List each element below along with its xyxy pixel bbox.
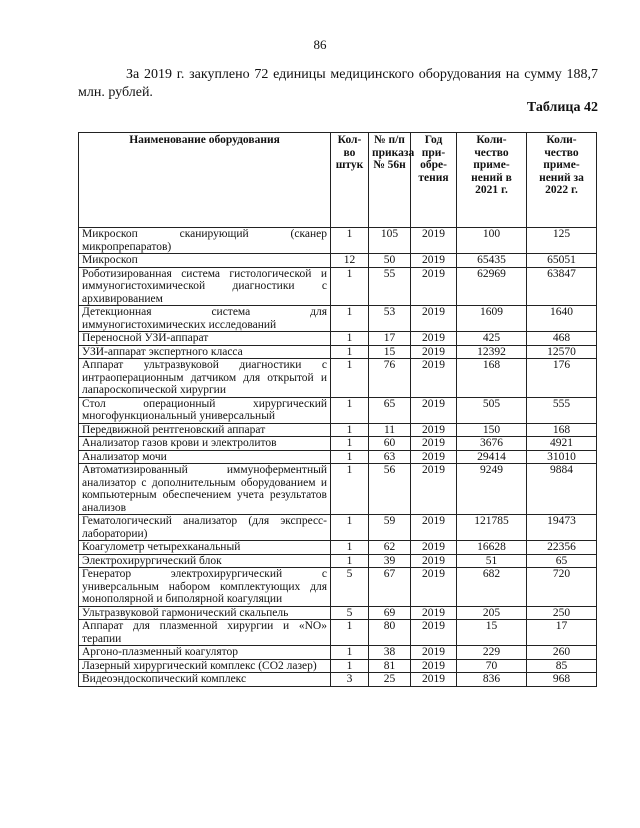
cell-name: Анализатор газов крови и электролитов	[79, 437, 331, 451]
table-row	[79, 646, 597, 660]
cell-uses-2021: 51	[457, 554, 527, 568]
cell-count: 1	[331, 332, 369, 346]
header-uses-2022: Коли-чество приме-нений за 2022 г.	[527, 133, 597, 228]
cell-order-number: 80	[369, 620, 411, 646]
header-uses-2021: Коли-чество приме-нений в 2021 г.	[457, 133, 527, 228]
cell-uses-2021: 121785	[457, 515, 527, 541]
cell-order-number: 62	[369, 541, 411, 555]
cell-uses-2021: 29414	[457, 450, 527, 464]
cell-name: Коагулометр четырехканальный	[79, 541, 331, 555]
cell-count: 1	[331, 554, 369, 568]
cell-uses-2021: 12392	[457, 345, 527, 359]
cell-count: 1	[331, 267, 369, 306]
table-header-row	[79, 133, 597, 228]
cell-uses-2022: 63847	[527, 267, 597, 306]
cell-name: Анализатор мочи	[79, 450, 331, 464]
table-title: Таблица 42	[526, 100, 598, 115]
cell-uses-2022: 85	[527, 659, 597, 673]
cell-year: 2019	[411, 228, 457, 254]
cell-year: 2019	[411, 254, 457, 268]
table-row	[79, 659, 597, 673]
page-number: 86	[313, 37, 327, 52]
cell-uses-2021: 65435	[457, 254, 527, 268]
cell-name: Роботизированная система гистологической и иммуногистохимической диагностики с архивированием	[79, 267, 331, 306]
cell-uses-2021: 205	[457, 606, 527, 620]
table-row	[79, 397, 597, 423]
cell-year: 2019	[411, 620, 457, 646]
cell-year: 2019	[411, 673, 457, 687]
cell-count: 1	[331, 306, 369, 332]
cell-order-number: 17	[369, 332, 411, 346]
cell-year: 2019	[411, 464, 457, 515]
header-order-number: № п/п приказа № 56н	[369, 133, 411, 228]
cell-year: 2019	[411, 568, 457, 607]
cell-uses-2021: 150	[457, 423, 527, 437]
table-row	[79, 541, 597, 555]
cell-order-number: 59	[369, 515, 411, 541]
intro-text: За 2019 г. закуплено 72 единицы медицинского оборудования на сумму 188,7 млн. рублей.	[78, 67, 598, 100]
cell-order-number: 56	[369, 464, 411, 515]
cell-uses-2021: 229	[457, 646, 527, 660]
cell-count: 1	[331, 541, 369, 555]
cell-order-number: 60	[369, 437, 411, 451]
cell-uses-2021: 1609	[457, 306, 527, 332]
table-row	[79, 568, 597, 607]
cell-name: УЗИ-аппарат экспертного класса	[79, 345, 331, 359]
cell-name: Передвижной рентгеновский аппарат	[79, 423, 331, 437]
cell-uses-2021: 425	[457, 332, 527, 346]
cell-uses-2022: 31010	[527, 450, 597, 464]
cell-uses-2021: 9249	[457, 464, 527, 515]
cell-name: Электрохирургический блок	[79, 554, 331, 568]
table-row	[79, 332, 597, 346]
cell-uses-2021: 70	[457, 659, 527, 673]
cell-order-number: 11	[369, 423, 411, 437]
table-row	[79, 228, 597, 254]
cell-name: Аргоно-плазменный коагулятор	[79, 646, 331, 660]
cell-year: 2019	[411, 646, 457, 660]
cell-year: 2019	[411, 423, 457, 437]
cell-order-number: 39	[369, 554, 411, 568]
header-year: Год при-обре-тения	[411, 133, 457, 228]
cell-name: Стол операционный хирургический многофункциональный универсальный	[79, 397, 331, 423]
cell-uses-2021: 682	[457, 568, 527, 607]
table-row	[79, 554, 597, 568]
table-row	[79, 254, 597, 268]
intro-paragraph	[78, 66, 598, 102]
cell-uses-2022: 555	[527, 397, 597, 423]
table-body	[79, 228, 597, 687]
cell-uses-2022: 468	[527, 332, 597, 346]
cell-name: Детекционная система для иммуногистохимических исследований	[79, 306, 331, 332]
cell-order-number: 38	[369, 646, 411, 660]
cell-uses-2022: 260	[527, 646, 597, 660]
cell-order-number: 53	[369, 306, 411, 332]
cell-name: Микроскоп сканирующий (сканер микропрепаратов)	[79, 228, 331, 254]
cell-uses-2022: 65051	[527, 254, 597, 268]
cell-uses-2021: 505	[457, 397, 527, 423]
cell-year: 2019	[411, 332, 457, 346]
cell-year: 2019	[411, 554, 457, 568]
cell-uses-2022: 19473	[527, 515, 597, 541]
cell-count: 1	[331, 397, 369, 423]
cell-year: 2019	[411, 659, 457, 673]
cell-count: 12	[331, 254, 369, 268]
cell-count: 1	[331, 515, 369, 541]
cell-uses-2022: 250	[527, 606, 597, 620]
cell-year: 2019	[411, 606, 457, 620]
cell-count: 1	[331, 345, 369, 359]
cell-uses-2022: 125	[527, 228, 597, 254]
table-row	[79, 359, 597, 398]
cell-count: 5	[331, 568, 369, 607]
cell-order-number: 69	[369, 606, 411, 620]
cell-name: Гематологический анализатор (для экспресс-лаборатории)	[79, 515, 331, 541]
cell-count: 1	[331, 646, 369, 660]
cell-uses-2021: 16628	[457, 541, 527, 555]
cell-uses-2022: 720	[527, 568, 597, 607]
cell-uses-2021: 15	[457, 620, 527, 646]
table-header	[79, 133, 597, 228]
cell-count: 1	[331, 450, 369, 464]
cell-order-number: 65	[369, 397, 411, 423]
cell-count: 1	[331, 620, 369, 646]
table-row	[79, 437, 597, 451]
table-row	[79, 306, 597, 332]
cell-name: Переносной УЗИ-аппарат	[79, 332, 331, 346]
cell-order-number: 76	[369, 359, 411, 398]
cell-uses-2022: 968	[527, 673, 597, 687]
cell-name: Ультразвуковой гармонический скальпель	[79, 606, 331, 620]
cell-count: 1	[331, 228, 369, 254]
cell-name: Аппарат ультразвуковой диагностики с интраоперационным датчиком для открытой и лапароскопической хирургии	[79, 359, 331, 398]
cell-count: 5	[331, 606, 369, 620]
cell-uses-2022: 168	[527, 423, 597, 437]
cell-name: Генератор электрохирургический с универсальным набором комплектующих для монополярной и биполярной коагуляции	[79, 568, 331, 607]
cell-year: 2019	[411, 267, 457, 306]
cell-name: Автоматизированный иммуноферментный анализатор с дополнительным оборудованием и компьютерным обеспечением учета результатов анализов	[79, 464, 331, 515]
cell-name: Лазерный хирургический комплекс (CO2 лазер)	[79, 659, 331, 673]
cell-order-number: 55	[369, 267, 411, 306]
cell-order-number: 81	[369, 659, 411, 673]
cell-name: Аппарат для плазменной хирургии и «NO» терапии	[79, 620, 331, 646]
cell-year: 2019	[411, 450, 457, 464]
table-row	[79, 515, 597, 541]
cell-order-number: 63	[369, 450, 411, 464]
header-count: Кол-во штук	[331, 133, 369, 228]
cell-uses-2022: 4921	[527, 437, 597, 451]
table-row	[79, 464, 597, 515]
cell-uses-2022: 12570	[527, 345, 597, 359]
cell-count: 1	[331, 359, 369, 398]
cell-year: 2019	[411, 345, 457, 359]
cell-order-number: 50	[369, 254, 411, 268]
table-row	[79, 673, 597, 687]
cell-year: 2019	[411, 515, 457, 541]
cell-uses-2022: 65	[527, 554, 597, 568]
cell-name: Видеоэндоскопический комплекс	[79, 673, 331, 687]
cell-count: 3	[331, 673, 369, 687]
cell-year: 2019	[411, 541, 457, 555]
cell-year: 2019	[411, 397, 457, 423]
table-row	[79, 606, 597, 620]
cell-year: 2019	[411, 359, 457, 398]
cell-uses-2022: 22356	[527, 541, 597, 555]
cell-count: 1	[331, 659, 369, 673]
cell-uses-2021: 168	[457, 359, 527, 398]
cell-order-number: 67	[369, 568, 411, 607]
cell-name: Микроскоп	[79, 254, 331, 268]
equipment-table	[78, 132, 597, 687]
cell-count: 1	[331, 423, 369, 437]
cell-uses-2021: 62969	[457, 267, 527, 306]
cell-uses-2022: 17	[527, 620, 597, 646]
table-row	[79, 267, 597, 306]
cell-uses-2022: 1640	[527, 306, 597, 332]
table-row	[79, 450, 597, 464]
cell-order-number: 105	[369, 228, 411, 254]
cell-order-number: 25	[369, 673, 411, 687]
cell-uses-2021: 3676	[457, 437, 527, 451]
cell-year: 2019	[411, 437, 457, 451]
cell-uses-2022: 9884	[527, 464, 597, 515]
cell-year: 2019	[411, 306, 457, 332]
header-name: Наименование оборудования	[79, 133, 331, 228]
cell-uses-2021: 836	[457, 673, 527, 687]
table-row	[79, 423, 597, 437]
cell-count: 1	[331, 437, 369, 451]
cell-uses-2022: 176	[527, 359, 597, 398]
table-row	[79, 345, 597, 359]
cell-order-number: 15	[369, 345, 411, 359]
cell-count: 1	[331, 464, 369, 515]
table-row	[79, 620, 597, 646]
cell-uses-2021: 100	[457, 228, 527, 254]
